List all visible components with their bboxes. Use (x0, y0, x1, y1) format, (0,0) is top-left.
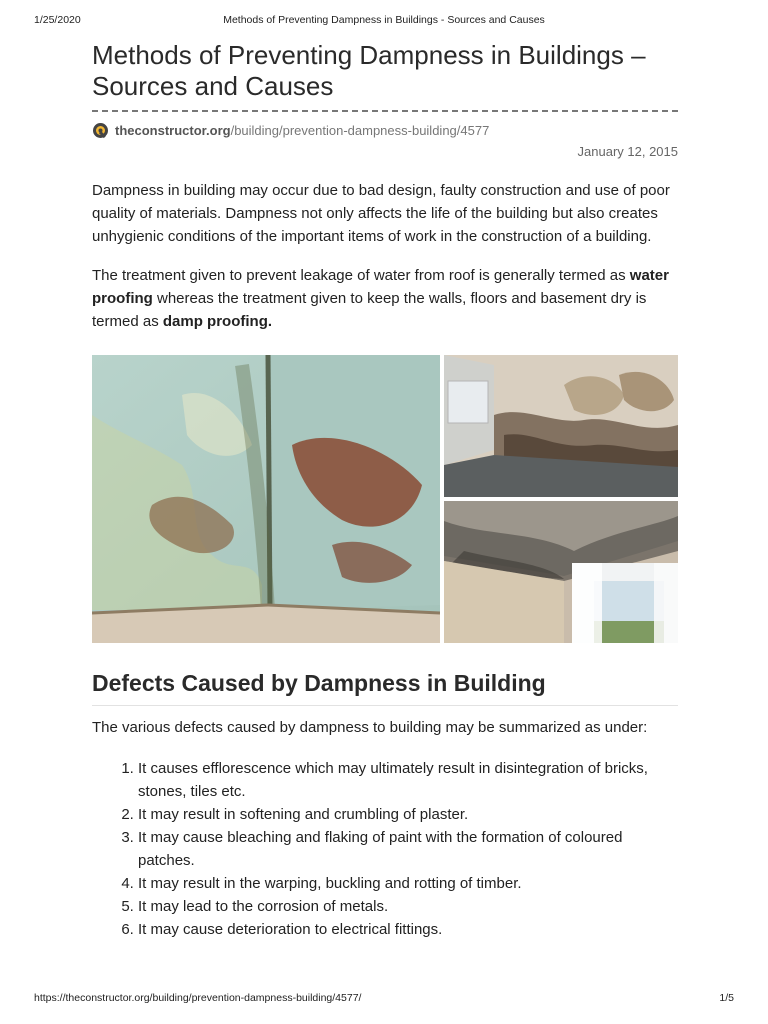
list-item: 3. It may cause bleaching and flaking of paint with the formation of coloured patches. (138, 826, 678, 872)
print-header (34, 14, 734, 30)
list-item: 4. It may result in the warping, buckling and rotting of timber. (138, 872, 678, 895)
treatment-text-1: The treatment given to prevent leakage of water from roof is generally termed as (92, 267, 630, 284)
print-page-title: Methods of Preventing Dampness in Buildings - Sources and Causes (223, 14, 545, 26)
print-date: 1/25/2020 (34, 14, 81, 26)
source-path: /building/prevention-dampness-building/4577 (230, 122, 490, 138)
mouldy-ceiling-photo (444, 501, 678, 643)
mould-room-photo (444, 355, 678, 497)
dampness-photo-collage (92, 355, 678, 643)
list-item: 1. It causes efflorescence which may ultimately result in disintegration of bricks, stones, tiles etc. (138, 757, 678, 803)
section-intro: The various defects caused by dampness to building may be summarized as under: (92, 719, 648, 736)
page-number: 1/5 (719, 992, 734, 1004)
damp-wall-corner-photo (92, 355, 440, 643)
title-divider (92, 110, 678, 112)
source-url[interactable] (115, 123, 489, 138)
list-item: 5. It may lead to the corrosion of metals. (138, 895, 678, 918)
list-item: 2. It may result in softening and crumbling of plaster. (138, 803, 678, 826)
footer-url: https://theconstructor.org/building/prevention-dampness-building/4577/ (34, 992, 362, 1004)
site-logo-icon (92, 122, 109, 139)
print-footer (34, 992, 734, 1008)
term-water-proofing: water proofing (92, 267, 669, 307)
list-item: 6. It may cause deterioration to electrical fittings. (138, 918, 678, 941)
source-line[interactable] (92, 120, 678, 140)
section-heading: Defects Caused by Dampness in Building (92, 669, 678, 706)
article-title: Methods of Preventing Dampness in Buildings – Sources and Causes (92, 40, 646, 101)
intro-paragraph: Dampness in building may occur due to bad design, faulty construction and use of poor quality of materials. Dampness not only affects the life of the building but also creates unhygienic conditions of the important items of work in the construction of a building. (92, 182, 670, 245)
treatment-paragraph (92, 264, 678, 333)
publish-date: January 12, 2015 (577, 144, 678, 159)
source-domain: theconstructor.org (115, 122, 231, 138)
defects-list (92, 757, 678, 941)
term-damp-proofing: damp proofing. (162, 313, 273, 330)
article (92, 40, 678, 941)
treatment-text-2: whereas the treatment given to keep the walls, floors and basement dry is termed as (92, 290, 647, 330)
